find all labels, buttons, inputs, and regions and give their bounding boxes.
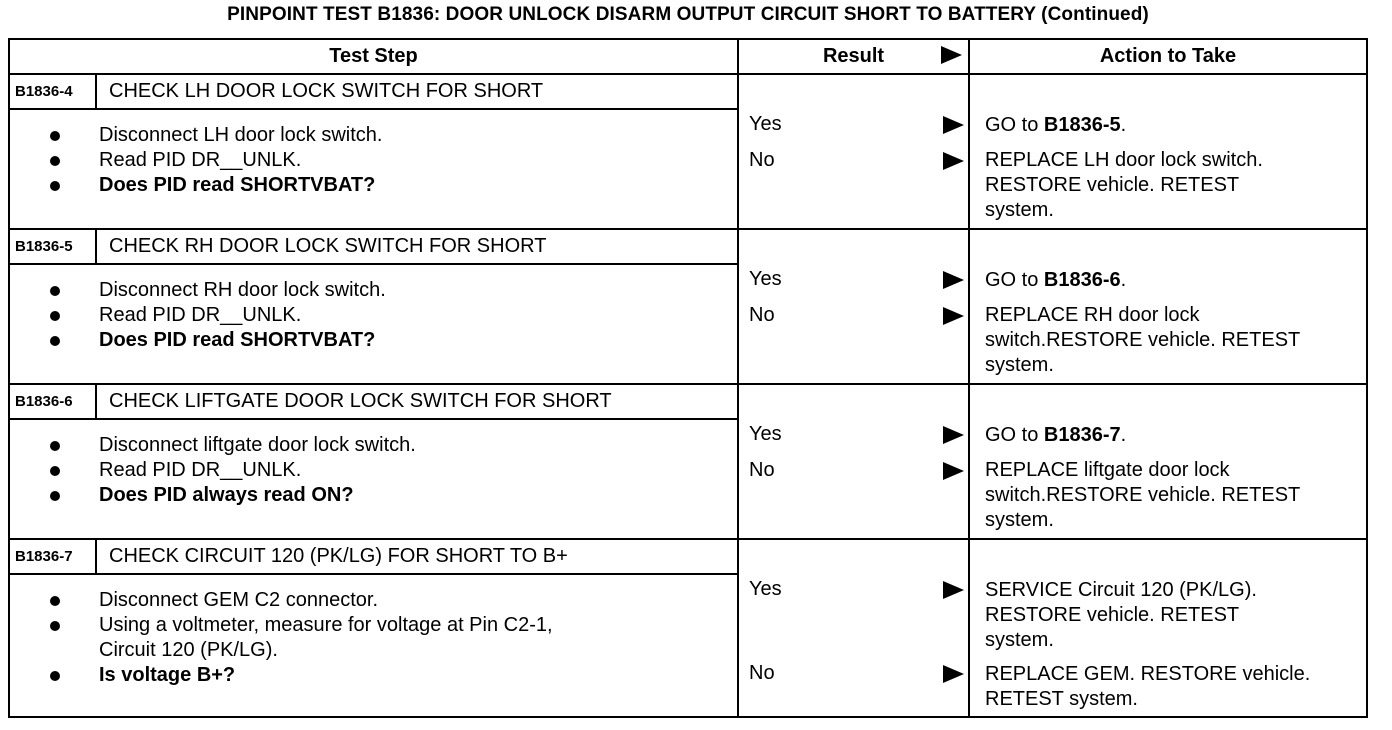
- result-label: Yes: [749, 113, 782, 135]
- result-no: [739, 304, 968, 330]
- result-no: [739, 149, 968, 175]
- result-label: No: [749, 459, 775, 481]
- action-text: .: [1120, 269, 1127, 291]
- result-label: No: [749, 662, 775, 684]
- header-action: Action to Take: [969, 39, 1367, 74]
- action-no: [985, 458, 1360, 533]
- test-step-cell: [9, 539, 738, 717]
- result-yes: [739, 423, 968, 449]
- list-item: Disconnect GEM C2 connector.: [50, 588, 737, 613]
- header-result: [738, 39, 969, 74]
- action-cell: [969, 229, 1367, 384]
- result-label: Yes: [749, 578, 782, 600]
- step-name: CHECK RH DOOR LOCK SWITCH FOR SHORT: [109, 235, 547, 257]
- step-bullets: [10, 575, 737, 688]
- action-yes: [985, 423, 1360, 448]
- test-step-cell: [9, 74, 738, 229]
- list-item: Read PID DR__UNLK.: [50, 148, 737, 173]
- result-yes: [739, 268, 968, 294]
- action-line: REPLACE RH door lock: [985, 304, 1200, 326]
- list-item: Disconnect liftgate door lock switch.: [50, 433, 737, 458]
- arrow-right-icon: [943, 581, 964, 599]
- action-line: RESTORE vehicle. RETEST: [985, 604, 1240, 626]
- step-reference: B1836-7: [1043, 424, 1121, 446]
- action-line: SERVICE Circuit 120 (PK/LG).: [985, 579, 1257, 601]
- list-item: Disconnect RH door lock switch.: [50, 278, 737, 303]
- arrow-right-icon: [943, 665, 964, 683]
- list-item: Does PID always read ON?: [50, 483, 737, 508]
- result-cell: [738, 384, 969, 539]
- action-line: REPLACE liftgate door lock: [985, 459, 1230, 481]
- list-item: Disconnect LH door lock switch.: [50, 123, 737, 148]
- step-bullets: [10, 420, 737, 508]
- action-no: [985, 303, 1360, 378]
- step-name: CHECK CIRCUIT 120 (PK/LG) FOR SHORT TO B+: [109, 545, 568, 567]
- action-line: system.: [985, 629, 1054, 651]
- step-id: B1836-5: [10, 230, 97, 263]
- result-cell: [738, 229, 969, 384]
- arrow-right-icon: [941, 46, 962, 64]
- pinpoint-test-table: [8, 38, 1368, 718]
- action-line: system.: [985, 509, 1054, 531]
- list-item: Read PID DR__UNLK.: [50, 458, 737, 483]
- step-name: CHECK LH DOOR LOCK SWITCH FOR SHORT: [109, 80, 544, 102]
- result-cell: [738, 74, 969, 229]
- list-item-line: Using a voltmeter, measure for voltage at Pin C2-1,: [99, 614, 553, 636]
- result-cell: [738, 539, 969, 717]
- action-cell: [969, 74, 1367, 229]
- list-item: Does PID read SHORTVBAT?: [50, 328, 737, 353]
- arrow-right-icon: [943, 271, 964, 289]
- step-bullets: [10, 265, 737, 353]
- page-title: PINPOINT TEST B1836: DOOR UNLOCK DISARM OUTPUT CIRCUIT SHORT TO BATTERY (Continued): [227, 4, 1149, 25]
- action-cell: [969, 384, 1367, 539]
- step-reference: B1836-6: [1043, 269, 1121, 291]
- step-bullets: [10, 110, 737, 198]
- action-line: RESTORE vehicle. RETEST: [985, 174, 1240, 196]
- action-text: .: [1120, 114, 1127, 136]
- step-name: CHECK LIFTGATE DOOR LOCK SWITCH FOR SHORT: [109, 390, 612, 412]
- list-item: Is voltage B+?: [50, 663, 737, 688]
- action-line: REPLACE LH door lock switch.: [985, 149, 1263, 171]
- header-test-step: Test Step: [9, 39, 738, 74]
- result-no: [739, 459, 968, 485]
- result-label: No: [749, 304, 775, 326]
- list-item-line: Circuit 120 (PK/LG).: [99, 639, 278, 661]
- result-label: No: [749, 149, 775, 171]
- action-no: [985, 662, 1360, 712]
- action-text: .: [1120, 424, 1127, 446]
- action-yes: [985, 268, 1360, 293]
- action-line: switch.RESTORE vehicle. RETEST: [985, 329, 1301, 351]
- step-id: B1836-6: [10, 385, 97, 418]
- action-no: [985, 148, 1360, 223]
- header-result-label: Result: [822, 45, 885, 67]
- arrow-right-icon: [943, 462, 964, 480]
- list-item: Does PID read SHORTVBAT?: [50, 173, 737, 198]
- action-text: GO to: [985, 114, 1044, 136]
- arrow-right-icon: [943, 116, 964, 134]
- action-text: GO to: [985, 269, 1044, 291]
- result-label: Yes: [749, 268, 782, 290]
- action-line: RETEST system.: [985, 688, 1138, 710]
- action-line: switch.RESTORE vehicle. RETEST: [985, 484, 1301, 506]
- action-line: REPLACE GEM. RESTORE vehicle.: [985, 663, 1311, 685]
- result-yes: [739, 578, 968, 604]
- list-item: [50, 613, 737, 663]
- step-id: B1836-4: [10, 75, 97, 108]
- result-yes: [739, 113, 968, 139]
- result-label: Yes: [749, 423, 782, 445]
- action-yes: [985, 578, 1360, 653]
- arrow-right-icon: [943, 307, 964, 325]
- step-reference: B1836-5: [1043, 114, 1121, 136]
- header-row: [9, 39, 1367, 74]
- action-line: system.: [985, 199, 1054, 221]
- table-row: [9, 229, 1367, 384]
- arrow-right-icon: [943, 152, 964, 170]
- action-text: GO to: [985, 424, 1044, 446]
- table-row: [9, 74, 1367, 229]
- table-row: [9, 539, 1367, 717]
- action-line: system.: [985, 354, 1054, 376]
- arrow-right-icon: [943, 426, 964, 444]
- list-item: Read PID DR__UNLK.: [50, 303, 737, 328]
- action-yes: [985, 113, 1360, 138]
- test-step-cell: [9, 384, 738, 539]
- step-id: B1836-7: [10, 540, 97, 573]
- table-row: [9, 384, 1367, 539]
- test-step-cell: [9, 229, 738, 384]
- action-cell: [969, 539, 1367, 717]
- result-no: [739, 662, 968, 688]
